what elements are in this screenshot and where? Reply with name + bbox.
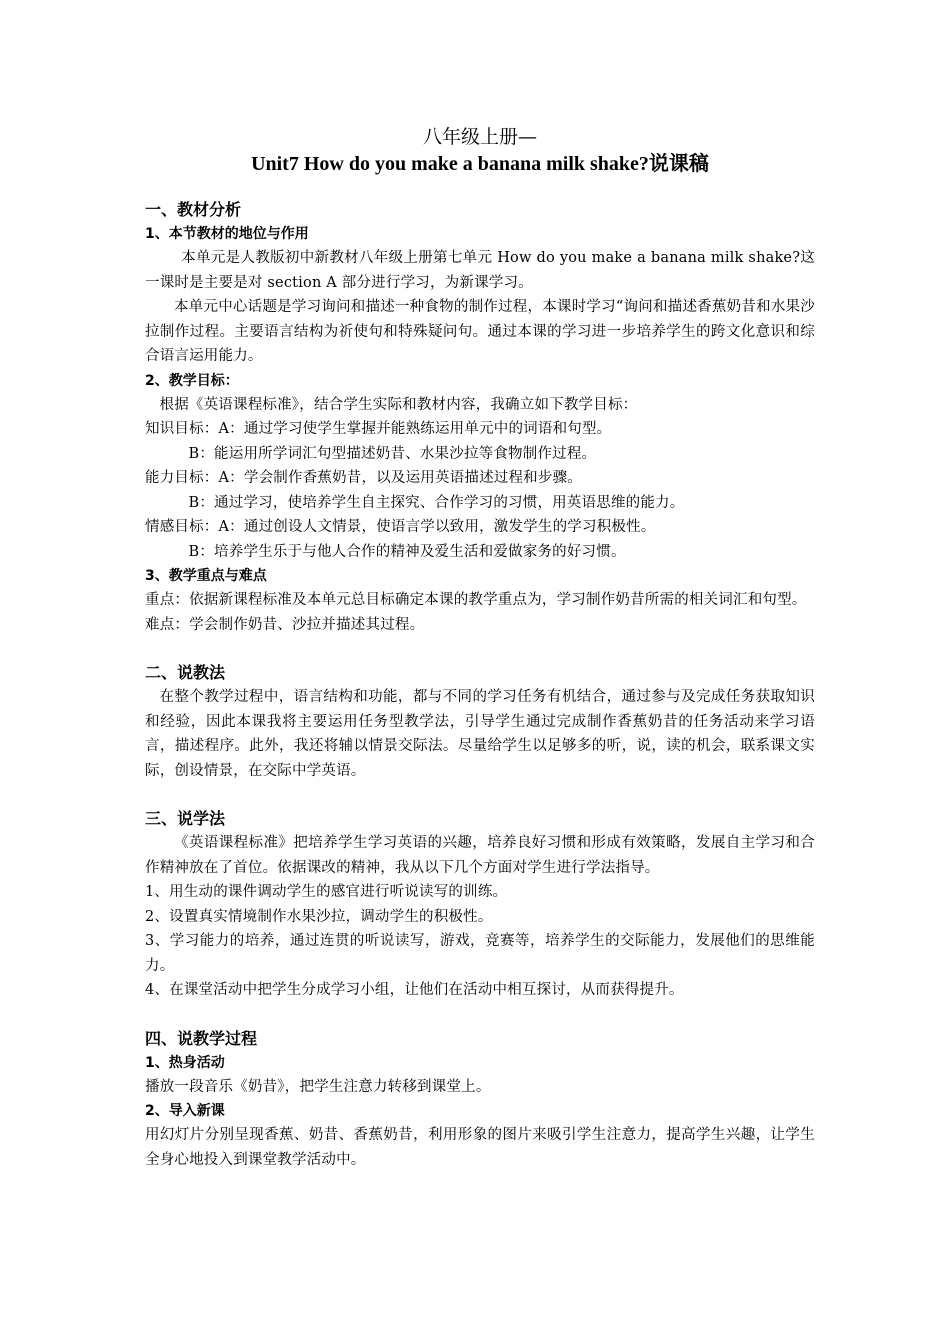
paragraph: 播放一段音乐《奶昔》，把学生注意力转移到课堂上。 xyxy=(145,1078,491,1095)
paragraph: 在整个教学过程中，语言结构和功能，都与不同的学习任务有机结合，通过参与及完成任务获取知识和经验，因此本课我将主要运用任务型教学法，引导学生通过完成制作香蕉奶昔的任务活动来学习语言，描述程序。此外，我还将辅以情景交际法。尽量给学生以足够多的听，说，读的机会，联系课文实际，创设情景，在交际中学英语。 xyxy=(145,689,815,779)
paragraph: 根据《英语课程标准》，结合学生实际和教材内容，我确立如下教学目标： xyxy=(159,396,638,413)
list-item: 2、设置真实情境制作水果沙拉，调动学生的积极性。 xyxy=(145,908,493,925)
subheading-position-role: 1、本节教材的地位与作用 xyxy=(145,226,309,242)
objective-ability-b: B：通过学习，使培养学生自主探究、合作学习的习惯，用英语思维的能力。 xyxy=(188,494,685,511)
subheading-teaching-objectives: 2、教学目标： xyxy=(145,372,239,389)
objective-emotion-a: 情感目标：A：通过创设人文情景，使语言学以致用，激发学生的学习积极性。 xyxy=(145,519,656,535)
paragraph: 用幻灯片分别呈现香蕉、奶昔、香蕉奶昔，利用形象的图片来吸引学生注意力，提高学生兴趣，让学生全身心地投入到课堂教学活动中。 xyxy=(145,1127,815,1168)
subheading-key-difficult-points: 3、教学重点与难点 xyxy=(145,568,267,584)
subheading-warm-up: 1、热身活动 xyxy=(145,1054,225,1071)
objective-knowledge-b: B：能运用所学词汇句型描述奶昔、水果沙拉等食物制作过程。 xyxy=(188,445,597,462)
objective-knowledge-a: 知识目标：A：通过学习使学生掌握并能熟练运用单元中的词语和句型。 xyxy=(145,421,612,437)
subheading-lead-in: 2、导入新课 xyxy=(145,1103,225,1119)
spacer xyxy=(145,637,815,661)
section-heading-textbook-analysis: 一、教材分析 xyxy=(145,200,242,219)
document-page xyxy=(145,124,815,1172)
list-item: 4、在课堂活动中把学生分成学习小组，让他们在活动中相互探讨，从而获得提升。 xyxy=(145,982,684,998)
objective-ability-a: 能力目标：A：学会制作香蕉奶昔，以及运用英语描述过程和步骤。 xyxy=(145,470,582,486)
spacer xyxy=(145,1003,815,1027)
section-heading-teaching-process: 四、说教学过程 xyxy=(145,1028,258,1048)
difficult-point: 难点：学会制作奶昔、沙拉并描述其过程。 xyxy=(145,616,425,633)
paragraph: 本单元中心话题是学习询问和描述一种食物的制作过程，本课时学习“询问和描述香蕉奶昔和水果沙拉制作过程。主要语言结构为祈使句和特殊疑问句。通过本课的学习进一步培养学生的跨文化意识和综合语言运用能力。 xyxy=(145,299,815,364)
list-item: 1、用生动的课件调动学生的感官进行听说读写的训练。 xyxy=(145,884,508,900)
section-heading-learning-method: 三、说学法 xyxy=(145,809,226,828)
doc-title-line2: Unit7 How do you make a banana milk shake?说课稿 xyxy=(251,153,709,175)
spacer xyxy=(145,783,815,807)
doc-title-line1: 八年级上册— xyxy=(422,126,537,148)
section-heading-teaching-method: 二、说教法 xyxy=(145,663,226,682)
key-point: 重点：依据新课程标准及本单元总目标确定本课的教学重点为，学习制作奶昔所需的相关词汇和句型。 xyxy=(145,592,807,608)
list-item: 3、学习能力的培养，通过连贯的听说读写，游戏，竞赛等，培养学生的交际能力，发展他们的思维能力。 xyxy=(145,933,815,974)
paragraph: 本单元是人教版初中新教材八年级上册第七单元 How do you make a banana milk shake?这一课时是主要是对 section A 部分进行学习，为新课学习。 xyxy=(145,250,815,291)
paragraph: 《英语课程标准》把培养学生学习英语的兴趣，培养良好习惯和形成有效策略，发展自主学习和合作精神放在了首位。依据课改的精神，我从以下几个方面对学生进行学法指导。 xyxy=(145,835,815,876)
objective-emotion-b: B：培养学生乐于与他人合作的精神及爱生活和爱做家务的好习惯。 xyxy=(188,543,626,560)
